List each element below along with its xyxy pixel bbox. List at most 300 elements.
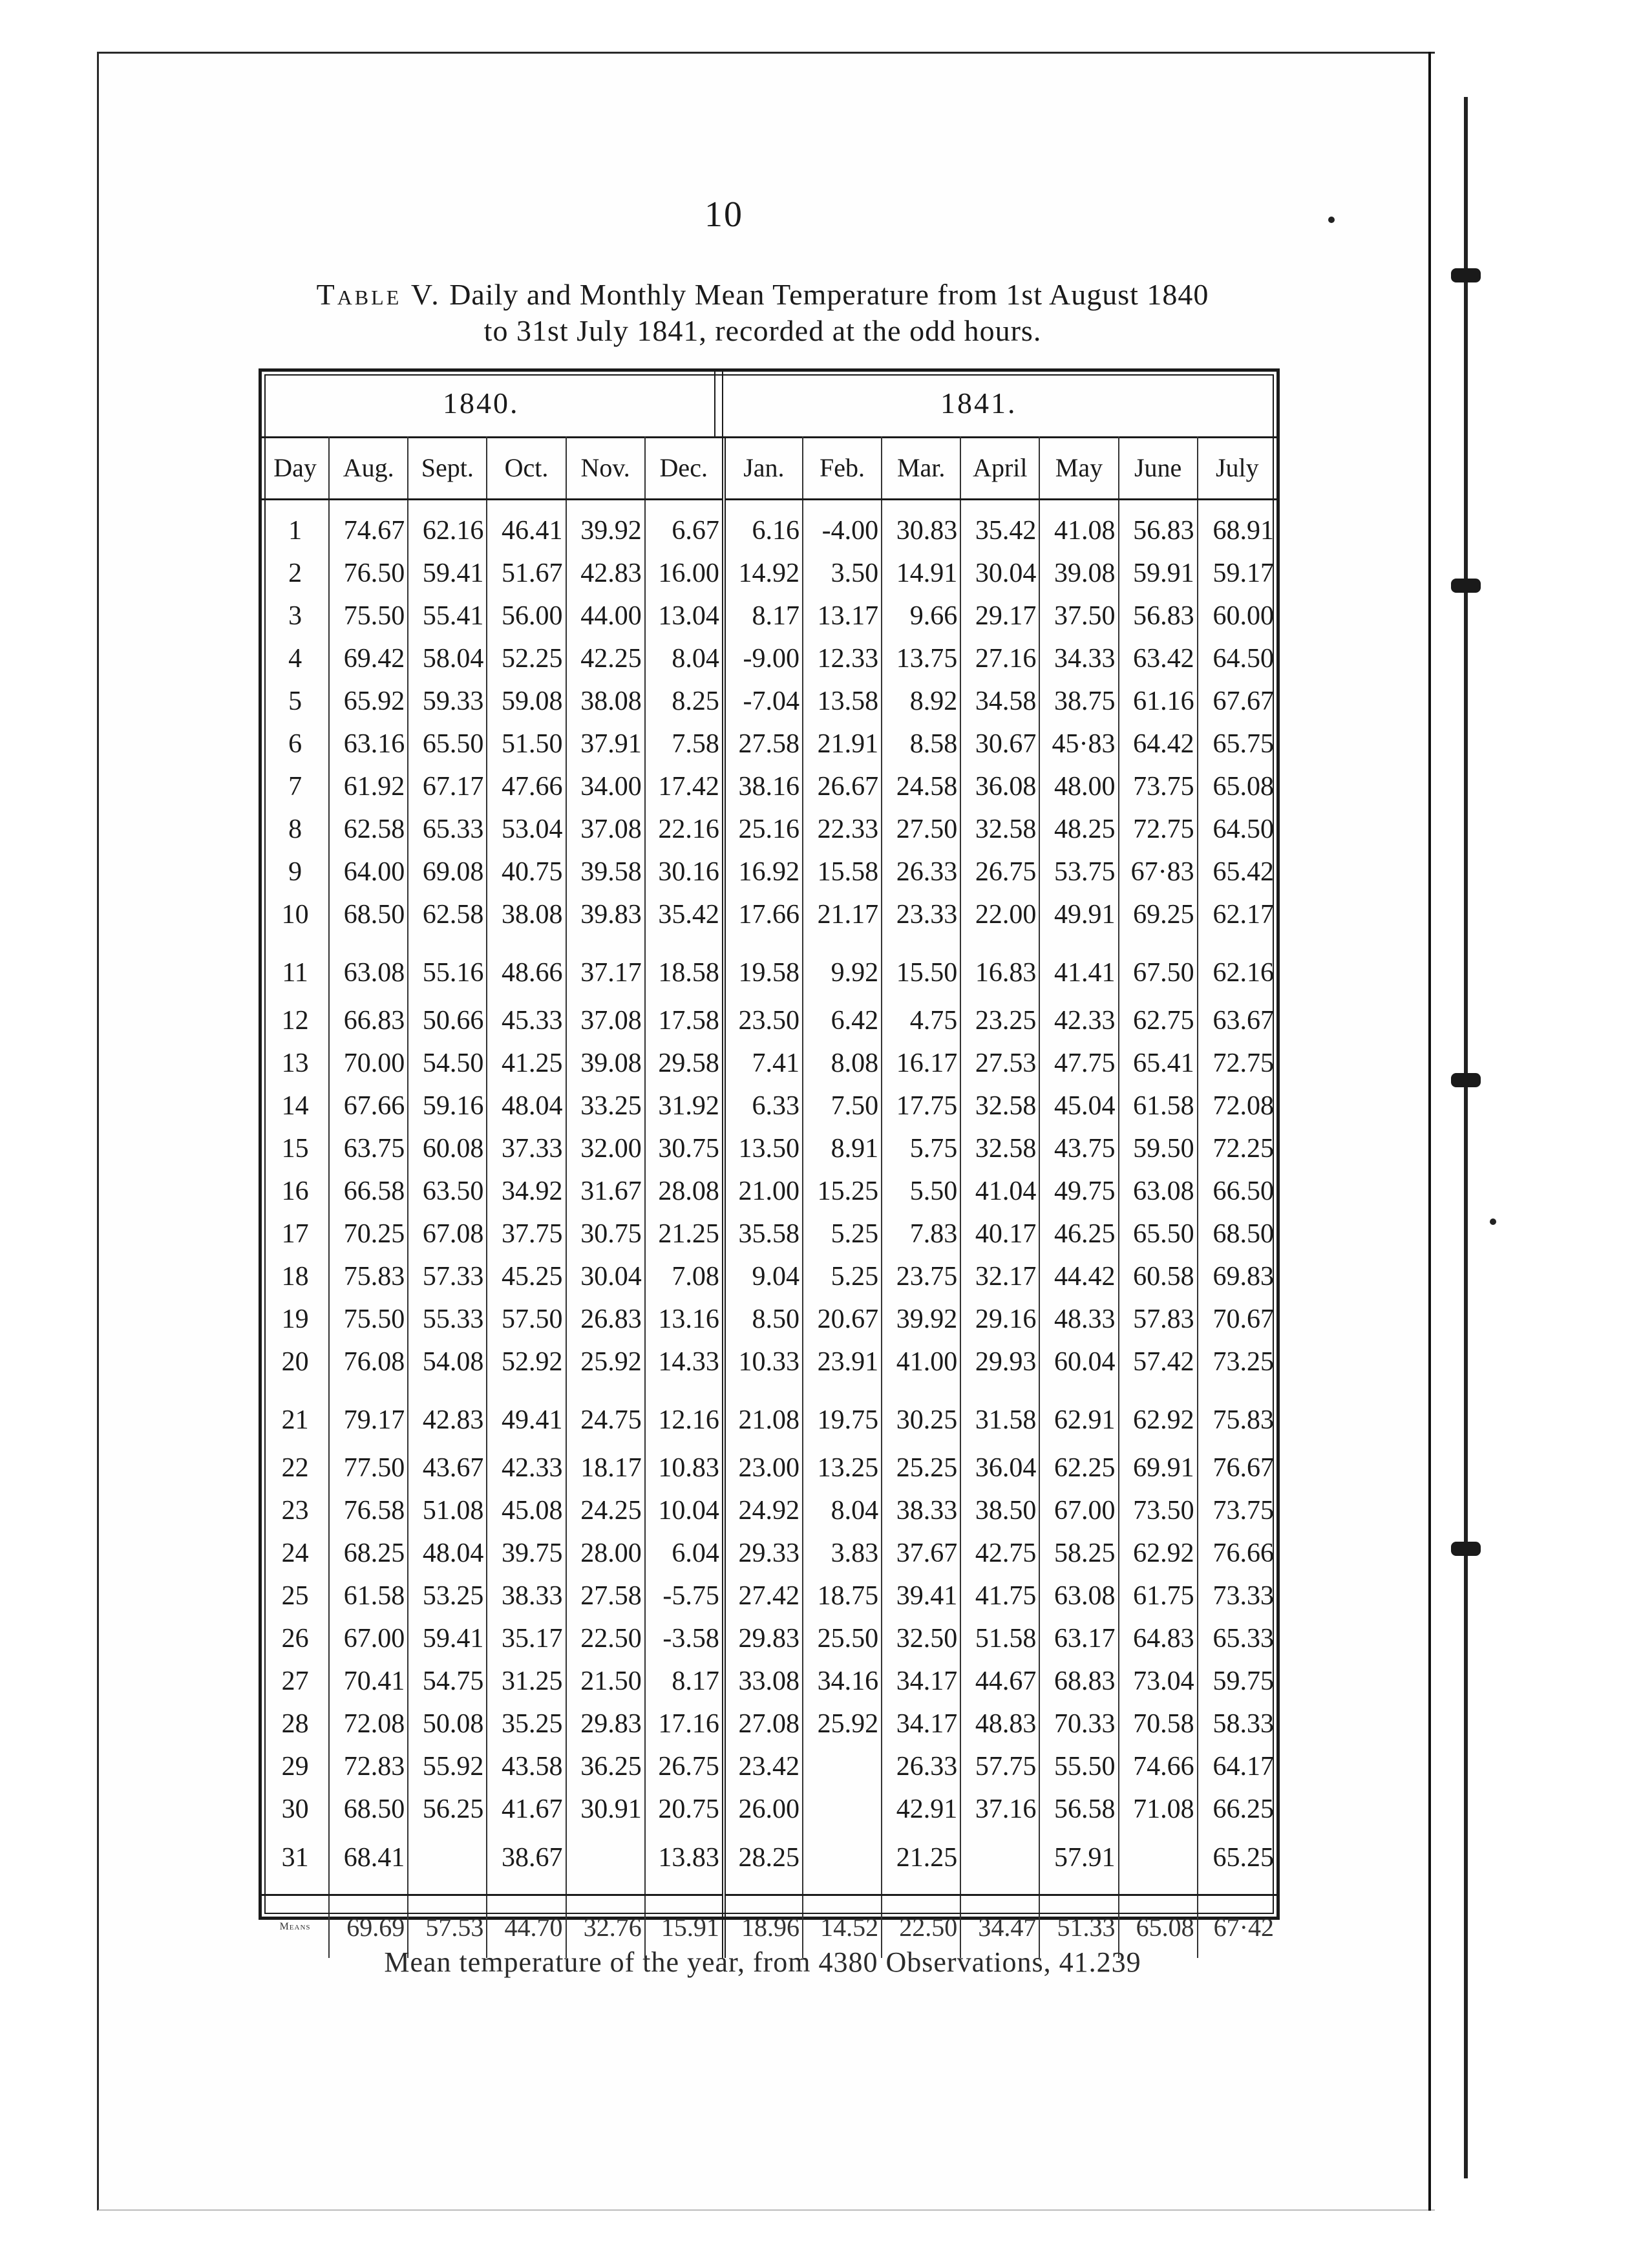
temperature-cell: 13.25 [803, 1447, 882, 1489]
temperature-cell: 27.42 [724, 1575, 803, 1617]
table-row [262, 1042, 1276, 1085]
day-number: 7 [262, 765, 329, 808]
temperature-cell: 70.41 [329, 1660, 408, 1703]
temperature-cell: 30.83 [882, 500, 960, 553]
column-header-month: Aug. [329, 436, 408, 500]
table-body [262, 500, 1276, 1959]
temperature-cell: 27.58 [724, 723, 803, 765]
table-row [262, 1660, 1276, 1703]
table-row [262, 999, 1276, 1042]
caption-line-2: to 31st July 1841, recorded at the odd hours. [483, 314, 1042, 347]
temperature-cell: 62.92 [1119, 1532, 1198, 1575]
temperature-cell: 64.42 [1119, 723, 1198, 765]
table-row [262, 936, 1276, 999]
temperature-cell: 48.66 [487, 936, 566, 999]
temperature-cell: 38.33 [487, 1575, 566, 1617]
monthly-mean-cell: 67·42 [1198, 1895, 1276, 1959]
temperature-cell: 26.33 [882, 1745, 960, 1788]
temperature-cell: 60.04 [1039, 1341, 1118, 1383]
temperature-cell: 75.50 [329, 595, 408, 637]
table-row [262, 1745, 1276, 1788]
temperature-cell: 23.42 [724, 1745, 803, 1788]
day-number: 13 [262, 1042, 329, 1085]
temperature-cell: 8.17 [724, 595, 803, 637]
table-row [262, 1575, 1276, 1617]
temperature-cell: 29.83 [724, 1617, 803, 1660]
temperature-cell: 67.00 [329, 1617, 408, 1660]
temperature-cell: 55.33 [408, 1298, 487, 1341]
temperature-cell: 65.33 [408, 808, 487, 851]
temperature-cell: 57.50 [487, 1298, 566, 1341]
temperature-cell: 41.75 [960, 1575, 1039, 1617]
temperature-cell: 7.58 [645, 723, 724, 765]
temperature-cell: 39.92 [566, 500, 645, 553]
temperature-cell: 70.00 [329, 1042, 408, 1085]
temperature-cell: 45·83 [1039, 723, 1118, 765]
temperature-cell: 17.58 [645, 999, 724, 1042]
temperature-cell: 49.41 [487, 1383, 566, 1447]
temperature-cell: 35.17 [487, 1617, 566, 1660]
temperature-cell: 38.75 [1039, 680, 1118, 723]
temperature-cell: 9.66 [882, 595, 960, 637]
temperature-cell: 52.92 [487, 1341, 566, 1383]
temperature-cell: 43.75 [1039, 1127, 1118, 1170]
temperature-cell: 7.83 [882, 1213, 960, 1255]
temperature-cell: 22.16 [645, 808, 724, 851]
temperature-cell: 40.75 [487, 851, 566, 893]
temperature-cell: 72.25 [1213, 1134, 1274, 1164]
temperature-cell: 70.33 [1039, 1703, 1118, 1745]
temperature-cell: 17.75 [882, 1085, 960, 1127]
table-row [262, 680, 1276, 723]
temperature-cell: 13.50 [724, 1127, 803, 1170]
temperature-cell: 29.58 [645, 1042, 724, 1085]
day-number: 24 [262, 1532, 329, 1575]
temperature-cell: 65.75 [1213, 729, 1274, 759]
temperature-cell: 58.04 [408, 637, 487, 680]
temperature-cell: 67·83 [1119, 851, 1198, 893]
temperature-cell [566, 1831, 645, 1895]
temperature-cell: 37.08 [566, 808, 645, 851]
temperature-cell: 38.67 [487, 1831, 566, 1895]
temperature-cell: 31.67 [566, 1170, 645, 1213]
page-binding [1428, 52, 1450, 2211]
annual-mean-note: Mean temperature of the year, from 4380 Observations, 41.239 [384, 1946, 1141, 1978]
temperature-cell: 64.50 [1213, 814, 1274, 844]
temperature-cell: 72.08 [329, 1703, 408, 1745]
temperature-cell: 10.33 [724, 1341, 803, 1383]
temperature-cell: 30.75 [566, 1213, 645, 1255]
temperature-cell: 29.93 [960, 1341, 1039, 1383]
temperature-cell: 34.58 [960, 680, 1039, 723]
temperature-cell: 48.83 [960, 1703, 1039, 1745]
temperature-cell: 15.50 [882, 936, 960, 999]
temperature-cell: 13.04 [645, 595, 724, 637]
temperature-cell: 48.25 [1039, 808, 1118, 851]
column-header-day: Day [262, 436, 329, 500]
temperature-cell: 45.33 [487, 999, 566, 1042]
table-row [262, 765, 1276, 808]
temperature-cell: 37.75 [487, 1213, 566, 1255]
spine-stitch [1451, 1542, 1481, 1556]
column-header-month: Nov. [566, 436, 645, 500]
caption-title: Daily and Monthly Mean Temperature from 1st August 1840 [449, 278, 1209, 311]
table-row [262, 1085, 1276, 1127]
temperature-cell: 29.83 [566, 1703, 645, 1745]
temperature-cell: 74.67 [329, 500, 408, 553]
temperature-cell: 37.33 [487, 1127, 566, 1170]
temperature-cell: 63.08 [329, 936, 408, 999]
day-number: 28 [262, 1703, 329, 1745]
temperature-cell: 22.50 [566, 1617, 645, 1660]
table-row [262, 808, 1276, 851]
temperature-cell: 7.41 [724, 1042, 803, 1085]
temperature-cell: 54.50 [408, 1042, 487, 1085]
temperature-cell [803, 1788, 882, 1831]
temperature-cell: 21.25 [882, 1831, 960, 1895]
day-number: 22 [262, 1447, 329, 1489]
temperature-cell: 45.08 [487, 1489, 566, 1532]
temperature-cell: 25.25 [882, 1447, 960, 1489]
temperature-cell: 36.04 [960, 1447, 1039, 1489]
temperature-cell: 8.04 [645, 637, 724, 680]
temperature-cell: 66.58 [329, 1170, 408, 1213]
column-header-month: Oct. [487, 436, 566, 500]
table-row [262, 552, 1276, 595]
temperature-cell: 67.50 [1119, 936, 1198, 999]
table-row [262, 851, 1276, 893]
temperature-cell: 27.58 [566, 1575, 645, 1617]
spine-stitch [1451, 579, 1481, 593]
temperature-cell: 41.00 [882, 1341, 960, 1383]
temperature-cell: 39.75 [487, 1532, 566, 1575]
temperature-cell: 40.17 [960, 1213, 1039, 1255]
temperature-cell: 62.16 [1213, 958, 1274, 988]
temperature-cell: 13.75 [882, 637, 960, 680]
temperature-cell: -3.58 [645, 1617, 724, 1660]
temperature-cell: 32.58 [960, 1085, 1039, 1127]
year-1841-label: 1841. [940, 387, 1017, 420]
temperature-cell: 71.08 [1119, 1788, 1198, 1831]
day-number: 21 [262, 1383, 329, 1447]
temperature-cell: 48.00 [1039, 765, 1118, 808]
table-row [262, 1213, 1276, 1255]
temperature-cell: 57.75 [960, 1745, 1039, 1788]
page-number: 10 [704, 195, 743, 235]
temperature-cell: 37.08 [566, 999, 645, 1042]
temperature-cell: 70.25 [329, 1213, 408, 1255]
table-row [262, 637, 1276, 680]
temperature-cell: 39.58 [566, 851, 645, 893]
temperature-cell: 73.75 [1119, 765, 1198, 808]
temperature-cell: 14.92 [724, 552, 803, 595]
temperature-cell: 61.58 [329, 1575, 408, 1617]
temperature-cell: 8.08 [803, 1042, 882, 1085]
temperature-cell: 42.25 [566, 637, 645, 680]
temperature-cell: 32.17 [960, 1255, 1039, 1298]
column-header-month: Feb. [803, 436, 882, 500]
column-header-month: Sept. [408, 436, 487, 500]
temperature-cell: 24.25 [566, 1489, 645, 1532]
temperature-cell: 12.33 [803, 637, 882, 680]
temperature-cell: 63.75 [329, 1127, 408, 1170]
day-number: 18 [262, 1255, 329, 1298]
temperature-cell: 26.33 [882, 851, 960, 893]
temperature-cell: 67.00 [1039, 1489, 1118, 1532]
temperature-cell: 37.91 [566, 723, 645, 765]
scan-speck [1490, 1218, 1496, 1225]
temperature-cell: 27.50 [882, 808, 960, 851]
temperature-cell: 13.17 [803, 595, 882, 637]
monthly-mean-cell: 15.91 [645, 1895, 724, 1959]
temperature-cell: 16.00 [645, 552, 724, 595]
table-row [262, 1489, 1276, 1532]
temperature-cell: 65.25 [1213, 1843, 1274, 1873]
temperature-cell: 32.58 [960, 808, 1039, 851]
temperature-cell: 21.50 [566, 1660, 645, 1703]
temperature-cell: 29.16 [960, 1298, 1039, 1341]
temperature-cell: 57.42 [1119, 1341, 1198, 1383]
year-1840-label: 1840. [443, 387, 520, 420]
table-row [262, 1788, 1276, 1831]
temperature-cell: 41.25 [487, 1042, 566, 1085]
temperature-cell: 58.33 [1213, 1709, 1274, 1739]
temperature-cell: 6.67 [645, 500, 724, 553]
temperature-cell [408, 1831, 487, 1895]
table-row [262, 1341, 1276, 1383]
temperature-cell: 3.50 [803, 552, 882, 595]
temperature-cell: 48.04 [408, 1532, 487, 1575]
temperature-cell: 69.08 [408, 851, 487, 893]
temperature-cell: 59.33 [408, 680, 487, 723]
temperature-cell: 28.00 [566, 1532, 645, 1575]
temperature-cell: 62.17 [1213, 900, 1274, 930]
temperature-cell: 44.42 [1039, 1255, 1118, 1298]
temperature-cell: 30.04 [566, 1255, 645, 1298]
temperature-cell: 70.67 [1213, 1304, 1274, 1334]
temperature-cell: 30.75 [645, 1127, 724, 1170]
temperature-cell: 66.50 [1213, 1176, 1274, 1206]
day-number: 17 [262, 1213, 329, 1255]
temperature-cell: 39.08 [1039, 552, 1118, 595]
temperature-cell: 65.41 [1119, 1042, 1198, 1085]
temperature-cell: 31.92 [645, 1085, 724, 1127]
temperature-cell: 25.92 [566, 1341, 645, 1383]
temperature-cell: 42.75 [960, 1532, 1039, 1575]
temperature-cell: 34.92 [487, 1170, 566, 1213]
column-header-month: Jan. [724, 436, 803, 500]
temperature-cell: 57.33 [408, 1255, 487, 1298]
temperature-cell: 6.04 [645, 1532, 724, 1575]
temperature-cell: 51.58 [960, 1617, 1039, 1660]
temperature-cell: 73.75 [1213, 1496, 1274, 1526]
monthly-mean-cell: 57.53 [408, 1895, 487, 1959]
temperature-cell: 8.91 [803, 1127, 882, 1170]
temperature-cell: 62.58 [408, 893, 487, 936]
temperature-cell: 37.16 [960, 1788, 1039, 1831]
temperature-cell: 28.25 [724, 1831, 803, 1895]
temperature-cell: 62.16 [408, 500, 487, 553]
temperature-cell: 62.25 [1039, 1447, 1118, 1489]
temperature-cell: -9.00 [724, 637, 803, 680]
temperature-cell: 76.08 [329, 1341, 408, 1383]
temperature-cell: 6.42 [803, 999, 882, 1042]
temperature-cell: 36.25 [566, 1745, 645, 1788]
temperature-cell: 68.41 [329, 1831, 408, 1895]
temperature-cell: 23.00 [724, 1447, 803, 1489]
temperature-cell: 53.04 [487, 808, 566, 851]
table-row [262, 1127, 1276, 1170]
temperature-cell: 69.42 [329, 637, 408, 680]
temperature-cell: 30.67 [960, 723, 1039, 765]
temperature-cell: 31.25 [487, 1660, 566, 1703]
table-row [262, 1703, 1276, 1745]
temperature-cell: 74.66 [1119, 1745, 1198, 1788]
day-number: 12 [262, 999, 329, 1042]
temperature-cell: 6.33 [724, 1085, 803, 1127]
temperature-cell: 38.50 [960, 1489, 1039, 1532]
monthly-mean-cell: 34.47 [960, 1895, 1039, 1959]
table-row [262, 1383, 1276, 1447]
temperature-cell: 61.58 [1119, 1085, 1198, 1127]
temperature-cell: 51.08 [408, 1489, 487, 1532]
temperature-cell: 23.75 [882, 1255, 960, 1298]
temperature-cell: 61.16 [1119, 680, 1198, 723]
year-header-row [262, 372, 1276, 438]
temperature-cell: 54.75 [408, 1660, 487, 1703]
day-number: 30 [262, 1788, 329, 1831]
column-header-month: Mar. [882, 436, 960, 500]
temperature-cell: 37.17 [566, 936, 645, 999]
table-row [262, 893, 1276, 936]
temperature-cell: 13.16 [645, 1298, 724, 1341]
temperature-cell: 55.16 [408, 936, 487, 999]
monthly-mean-cell: 44.70 [487, 1895, 566, 1959]
temperature-cell: 7.50 [803, 1085, 882, 1127]
temperature-cell: 60.58 [1119, 1255, 1198, 1298]
temperature-cell: 72.08 [1213, 1091, 1274, 1121]
temperature-cell: 62.91 [1039, 1383, 1118, 1447]
temperature-cell: 30.91 [566, 1788, 645, 1831]
temperature-cell: 61.92 [329, 765, 408, 808]
temperature-cell: 68.50 [329, 1788, 408, 1831]
temperature-cell: 41.41 [1039, 936, 1118, 999]
temperature-cell: 27.08 [724, 1703, 803, 1745]
temperature-cell: 79.17 [329, 1383, 408, 1447]
temperature-cell: 77.50 [329, 1447, 408, 1489]
temperature-cell: 35.42 [960, 500, 1039, 553]
temperature-cell: 21.17 [803, 893, 882, 936]
day-number: 11 [262, 936, 329, 999]
temperature-cell: 59.08 [487, 680, 566, 723]
temperature-cell: 76.66 [1213, 1538, 1274, 1568]
temperature-cell: 58.25 [1039, 1532, 1118, 1575]
temperature-cell: 22.33 [803, 808, 882, 851]
spine-edge [1464, 97, 1468, 2178]
temperature-cell: 21.25 [645, 1213, 724, 1255]
temperature-cell: 39.08 [566, 1042, 645, 1085]
day-number: 10 [262, 893, 329, 936]
temperature-cell: 23.50 [724, 999, 803, 1042]
temperature-cell: 67.66 [329, 1085, 408, 1127]
temperature-cell: 39.92 [882, 1298, 960, 1341]
temperature-cell: 37.50 [1039, 595, 1118, 637]
temperature-cell: 75.83 [1213, 1405, 1274, 1435]
temperature-cell: 75.83 [329, 1255, 408, 1298]
temperature-cell: 9.04 [724, 1255, 803, 1298]
temperature-cell: 46.25 [1039, 1213, 1118, 1255]
temperature-cell: 33.08 [724, 1660, 803, 1703]
day-number: 27 [262, 1660, 329, 1703]
temperature-cell: 54.08 [408, 1341, 487, 1383]
day-number: 23 [262, 1489, 329, 1532]
temperature-cell: 23.91 [803, 1341, 882, 1383]
temperature-cell: 62.92 [1119, 1383, 1198, 1447]
column-header-month: July [1198, 436, 1276, 500]
caption-lead: Table V. [316, 278, 441, 311]
temperature-cell: 42.83 [566, 552, 645, 595]
temperature-cell: 30.16 [645, 851, 724, 893]
temperature-cell: 69.83 [1213, 1262, 1274, 1292]
temperature-cell: 26.83 [566, 1298, 645, 1341]
temperature-cell: 43.58 [487, 1745, 566, 1788]
table-row [262, 1831, 1276, 1895]
temperature-cell: 68.25 [329, 1532, 408, 1575]
temperature-cell: 51.67 [487, 552, 566, 595]
monthly-mean-cell: 32.76 [566, 1895, 645, 1959]
temperature-cell: 21.00 [724, 1170, 803, 1213]
temperature-cell: 27.16 [960, 637, 1039, 680]
temperature-cell: 66.83 [329, 999, 408, 1042]
temperature-cell: 41.04 [960, 1170, 1039, 1213]
data-grid [262, 436, 1276, 1958]
monthly-mean-cell: 22.50 [882, 1895, 960, 1959]
temperature-cell: 62.75 [1119, 999, 1198, 1042]
day-number: 4 [262, 637, 329, 680]
temperature-cell: 18.17 [566, 1447, 645, 1489]
temperature-cell: 24.75 [566, 1383, 645, 1447]
temperature-cell: 20.75 [645, 1788, 724, 1831]
temperature-cell: 76.58 [329, 1489, 408, 1532]
temperature-cell: 39.41 [882, 1575, 960, 1617]
temperature-cell: 75.50 [329, 1298, 408, 1341]
temperature-cell: 59.75 [1213, 1666, 1274, 1696]
temperature-cell: 67.08 [408, 1213, 487, 1255]
temperature-cell: 55.92 [408, 1745, 487, 1788]
temperature-cell: 65.08 [1213, 772, 1274, 802]
column-header-month: June [1119, 436, 1198, 500]
temperature-cell: 34.00 [566, 765, 645, 808]
temperature-cell: 17.42 [645, 765, 724, 808]
means-label: Means [262, 1895, 329, 1959]
temperature-cell: 35.25 [487, 1703, 566, 1745]
temperature-cell: 70.58 [1119, 1703, 1198, 1745]
temperature-cell: 65.33 [1213, 1624, 1274, 1654]
temperature-cell: 53.25 [408, 1575, 487, 1617]
temperature-cell: 59.41 [408, 552, 487, 595]
spine-stitch [1451, 1073, 1481, 1087]
temperature-cell: 47.66 [487, 765, 566, 808]
temperature-cell: 43.67 [408, 1447, 487, 1489]
temperature-cell: 65.42 [1213, 857, 1274, 887]
temperature-cell: 15.58 [803, 851, 882, 893]
day-number: 2 [262, 552, 329, 595]
scan-speck [1328, 217, 1335, 223]
temperature-cell: 26.67 [803, 765, 882, 808]
table-row [262, 1617, 1276, 1660]
temperature-cell: 59.17 [1213, 558, 1274, 588]
temperature-cell: 32.58 [960, 1127, 1039, 1170]
